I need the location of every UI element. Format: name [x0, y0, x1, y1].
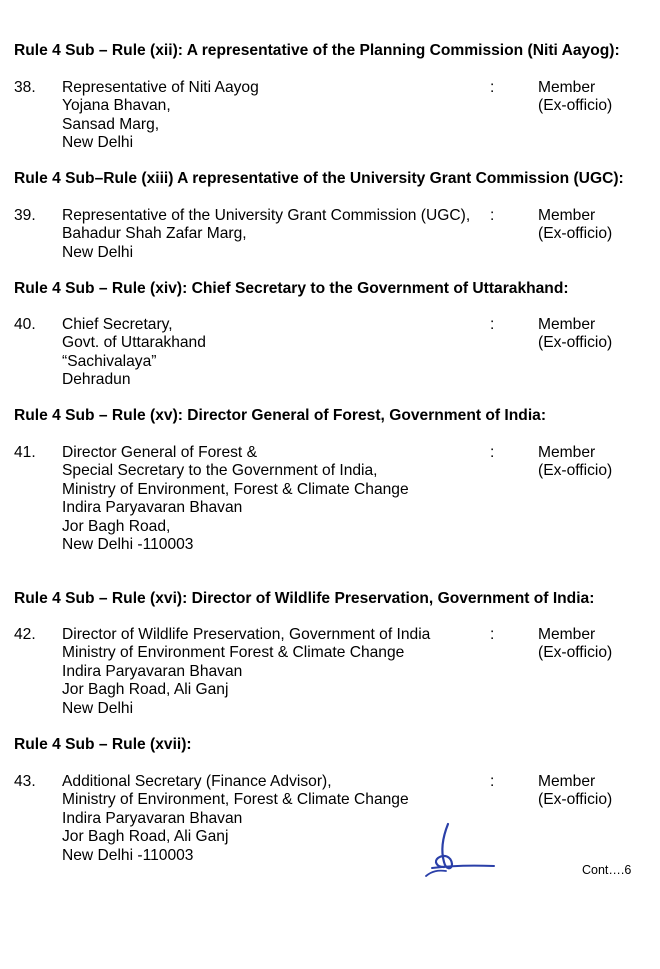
- address-line: Govt. of Uttarakhand: [62, 334, 206, 352]
- section-heading-xiv: Rule 4 Sub – Rule (xiv): Chief Secretary to the Government of Uttarakhand:: [14, 280, 569, 297]
- entry-number-42: 42.: [14, 626, 36, 643]
- separator-colon: :: [490, 626, 495, 643]
- address-line: Dehradun: [62, 371, 131, 389]
- entry-role-38: [538, 79, 612, 116]
- role-title: Member: [538, 316, 596, 333]
- section-heading-xvii: Rule 4 Sub – Rule (xvii):: [14, 736, 192, 753]
- address-line: New Delhi: [62, 134, 134, 152]
- address-line: New Delhi -110003: [62, 536, 194, 554]
- section-heading-xii: Rule 4 Sub – Rule (xii): A representative of the Planning Commission (Niti Aayog):: [14, 42, 620, 59]
- separator-colon: :: [490, 79, 495, 96]
- address-line: Ministry of Environment Forest & Climate Change: [62, 644, 405, 662]
- entry-number-40: 40.: [14, 316, 36, 333]
- separator-colon: :: [490, 773, 495, 790]
- address-line: Jor Bagh Road, Ali Ganj: [62, 681, 229, 699]
- entry-address-43: [62, 773, 409, 865]
- address-line: Indira Paryavaran Bhavan: [62, 809, 243, 827]
- entry-number-41: 41.: [14, 444, 36, 461]
- address-line: Chief Secretary,: [62, 316, 173, 333]
- address-line: Special Secretary to the Government of India,: [62, 462, 378, 480]
- address-line: Representative of the University Grant Commission (UGC),: [62, 207, 471, 224]
- address-line: Yojana Bhavan,: [62, 97, 171, 115]
- entry-role-42: [538, 626, 612, 663]
- entry-address-42: [62, 626, 430, 718]
- entry-address-38: [62, 79, 259, 153]
- address-line: “Sachivalaya”: [62, 352, 157, 370]
- role-title: Member: [538, 444, 596, 461]
- entry-number-39: 39.: [14, 207, 36, 224]
- address-line: Sansad Marg,: [62, 115, 160, 133]
- address-line: Ministry of Environment, Forest & Climate Change: [62, 480, 409, 498]
- signature-icon: [418, 818, 498, 888]
- address-line: New Delhi: [62, 699, 134, 717]
- role-qualifier: (Ex-officio): [538, 791, 613, 809]
- role-title: Member: [538, 773, 596, 790]
- address-line: Ministry of Environment, Forest & Climate Change: [62, 791, 409, 809]
- address-line: Jor Bagh Road, Ali Ganj: [62, 828, 229, 846]
- address-line: Representative of Niti Aayog: [62, 79, 259, 96]
- address-line: Indira Paryavaran Bhavan: [62, 499, 243, 517]
- separator-colon: :: [490, 316, 495, 333]
- address-line: Additional Secretary (Finance Advisor),: [62, 773, 332, 790]
- address-line: Indira Paryavaran Bhavan: [62, 662, 243, 680]
- entry-role-43: [538, 773, 612, 810]
- address-line: New Delhi: [62, 243, 134, 261]
- role-title: Member: [538, 207, 596, 224]
- role-qualifier: (Ex-officio): [538, 97, 613, 115]
- address-line: Director of Wildlife Preservation, Government of India: [62, 626, 431, 643]
- address-line: Director General of Forest &: [62, 444, 257, 461]
- entry-role-40: [538, 316, 612, 353]
- entry-address-41: [62, 444, 409, 554]
- entry-address-40: [62, 316, 206, 390]
- role-qualifier: (Ex-officio): [538, 462, 613, 480]
- role-qualifier: (Ex-officio): [538, 334, 613, 352]
- section-heading-xiii: Rule 4 Sub–Rule (xiii) A representative of the University Grant Commission (UGC):: [14, 170, 624, 187]
- section-heading-xvi: Rule 4 Sub – Rule (xvi): Director of Wildlife Preservation, Government of India:: [14, 590, 595, 607]
- separator-colon: :: [490, 207, 495, 224]
- entry-number-38: 38.: [14, 79, 36, 96]
- role-title: Member: [538, 626, 596, 643]
- address-line: Jor Bagh Road,: [62, 517, 171, 535]
- role-title: Member: [538, 79, 596, 96]
- address-line: New Delhi -110003: [62, 846, 194, 864]
- separator-colon: :: [490, 444, 495, 461]
- role-qualifier: (Ex-officio): [538, 225, 613, 243]
- entry-role-39: [538, 207, 612, 244]
- section-heading-xv: Rule 4 Sub – Rule (xv): Director General of Forest, Government of India:: [14, 407, 547, 424]
- entry-number-43: 43.: [14, 773, 36, 790]
- address-line: Bahadur Shah Zafar Marg,: [62, 225, 247, 243]
- continuation-note: Cont….6: [582, 863, 632, 877]
- entry-address-39: [62, 207, 470, 262]
- role-qualifier: (Ex-officio): [538, 644, 613, 662]
- entry-role-41: [538, 444, 612, 481]
